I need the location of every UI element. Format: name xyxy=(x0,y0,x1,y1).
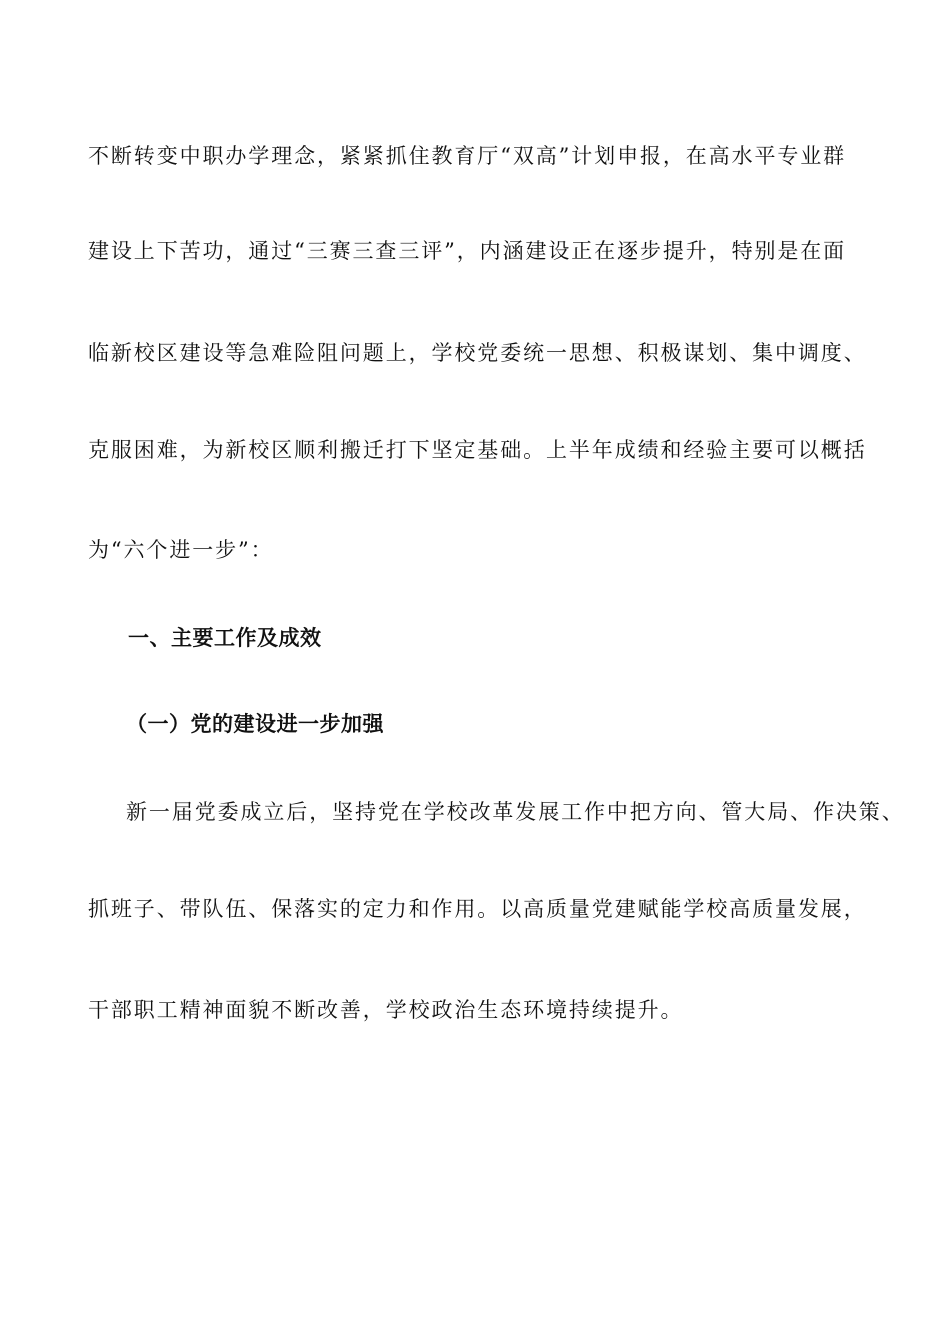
paragraph-2-line-3: 干部职工精神面貌不断改善，学校政治生态环境持续提升。 xyxy=(88,998,684,1022)
paragraph-1-line-5: 为“六个进一步”： xyxy=(88,538,274,562)
paragraph-1-line-1: 不断转变中职办学理念，紧紧抓住教育厅“双高”计划申报，在高水平专业群 xyxy=(88,144,847,168)
section-heading: 一、主要工作及成效 xyxy=(128,626,322,650)
paragraph-1-line-3: 临新校区建设等急难险阻问题上，学校党委统一思想、积极谋划、集中调度、 xyxy=(88,341,867,365)
paragraph-1-line-4: 克服困难，为新校区顺利搬迁打下坚定基础。上半年成绩和经验主要可以概括 xyxy=(88,438,867,462)
subsection-heading: （一）党的建设进一步加强 xyxy=(126,712,384,736)
paragraph-2-line-2: 抓班子、带队伍、保落实的定力和作用。以高质量党建赋能学校高质量发展， xyxy=(88,897,867,921)
paragraph-2-line-1: 新一届党委成立后，坚持党在学校改革发展工作中把方向、管大局、作决策、 xyxy=(126,800,905,824)
paragraph-1-line-2: 建设上下苦功，通过“三赛三查三评”，内涵建设正在逐步提升，特别是在面 xyxy=(88,239,847,263)
